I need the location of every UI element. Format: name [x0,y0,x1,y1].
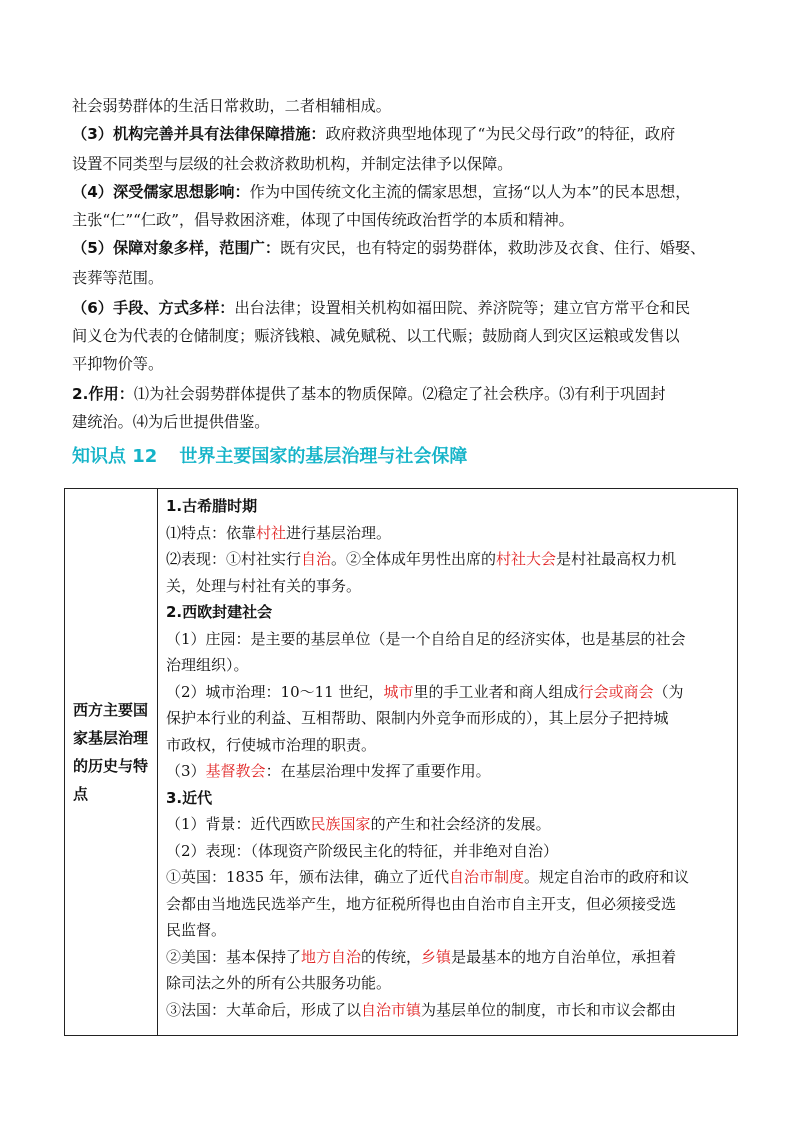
text-segment: 关，处理与村社有关的事务。 [166,576,362,595]
content-line [166,997,731,1024]
key-term: 行会或商会 [578,682,654,701]
intro-line [72,234,732,262]
key-term: 自治市镇 [361,1000,422,1019]
intro-text: 政府救济典型地体现了“为民父母行政”的特征，政府 [325,125,676,143]
text-segment: ⑵表现：①村社实行 [166,550,302,568]
intro-text: 社会弱势群体的生活日常救助，二者相辅相成。 [72,97,391,115]
content-line [166,705,731,732]
content-line [166,652,731,679]
intro-line [72,178,732,206]
text-segment: ⑴特点：依靠 [166,523,257,542]
text-segment: 市政权，行使城市治理的职责。 [166,735,377,754]
text-segment: ①英国：1835 年，颁布法律，确立了近代 [166,868,449,886]
intro-bold-label: （6）手段、方式多样： [72,299,235,317]
section-title: 世界主要国家的基层治理与社会保障 [179,446,468,467]
content-line [166,864,731,891]
key-term: 民族国家 [310,815,371,833]
table-row [65,489,738,1036]
section-number: 知识点 12 [72,446,158,467]
key-term: 自治市制度 [448,868,524,886]
intro-text: 间义仓为代表的仓储制度；赈济钱粮、减免赋税、以工代赈；鼓励商人到灾区运粮或发售以 [72,327,680,345]
intro-bold-label: （4）深受儒家思想影响： [72,183,250,201]
intro-line [72,380,732,408]
text-segment: （3） [166,762,206,780]
content-line [166,520,731,547]
text-segment: 为基层单位的制度，市长和市议会都由 [421,1000,677,1019]
key-term: 村社 [256,523,287,542]
text-segment: 3.近代 [166,788,213,807]
content-line [166,626,731,653]
category-label: 西方主要国家基层治理的历史与特点 [73,701,149,803]
category-cell [65,489,158,1036]
governance-table [64,488,738,1036]
text-segment: （为 [653,682,684,701]
text-segment: ②美国：基本保持了 [166,947,302,966]
text-segment: （1）背景：近代西欧 [166,815,311,833]
text-segment: 的产生和社会经济的发展。 [370,815,551,833]
intro-text: 作为中国传统文化主流的儒家思想，宣扬“以人为本”的民本思想， [249,183,691,201]
intro-bold-label: 2.作用： [72,385,134,403]
content-line [166,732,731,759]
text-segment: 会都由当地选民选举产生，地方征税所得也由自治市自主开支，但必须接受选 [166,894,677,913]
intro-text: 平抑物价等。 [72,355,164,373]
content-line [166,891,731,918]
text-segment: 保护本行业的利益、互相帮助、限制内外竞争而形成的），其上层分子把持城 [166,709,669,727]
text-segment: 的传统， [361,947,422,966]
text-segment: 。②全体成年男性出席的 [331,550,497,568]
text-segment: 里的手工业者和商人组成 [413,682,579,701]
content-line [166,970,731,997]
text-segment: 是最基本的地方自治单位，承担着 [451,947,677,966]
intro-text: 建统治。⑷为后世提供借鉴。 [72,413,270,431]
intro-line [72,350,732,378]
content-line [166,944,731,971]
text-segment: 2.西欧封建社会 [166,603,273,621]
intro-text: 既有灾民，也有特定的弱势群体，救助涉及衣食、住行、婚娶、 [280,239,706,257]
intro-line [72,264,732,292]
period-heading [166,599,731,626]
intro-line [72,294,732,322]
content-line [166,546,731,573]
intro-text: 主张“仁”“仁政”，倡导救困济难，体现了中国传统政治哲学的本质和精神。 [72,211,574,229]
intro-bold-label: （3）机构完善并具有法律保障措施： [72,125,326,143]
text-segment: ③法国：大革命后，形成了以 [166,1000,362,1019]
text-segment: ：在基层治理中发挥了重要作用。 [265,762,491,780]
text-segment: 民监督。 [166,921,227,939]
text-segment: （1）庄园：是主要的基层单位（是一个自给自足的经济实体，也是基层的社会 [166,629,686,648]
key-term: 地方自治 [301,947,362,966]
content-line [166,573,731,600]
key-term: 自治 [301,550,332,568]
content-line [166,679,731,706]
text-segment: 是村社最高权力机 [556,550,677,568]
content-text [158,489,737,1035]
period-heading [166,785,731,812]
key-term: 村社大会 [496,550,557,568]
text-segment: 1.古希腊时期 [166,497,258,515]
intro-text: 设置不同类型与层级的社会救济救助机构，并制定法律予以保障。 [72,155,513,173]
text-segment: 。规定自治市的政府和议 [523,868,689,886]
text-segment: （2）城市治理：10～11 世纪， [166,682,384,701]
text-segment: （2）表现：（体现资产阶级民主化的特征，并非绝对自治） [166,841,559,860]
period-heading [166,493,731,520]
intro-line [72,206,732,234]
key-term: 乡镇 [421,947,452,966]
intro-line [72,120,732,148]
content-line [166,758,731,785]
content-line [166,917,731,944]
content-line [166,838,731,865]
intro-bold-label: （5）保障对象多样，范围广： [72,239,281,257]
intro-line [72,322,732,350]
content-line [166,811,731,838]
text-segment: 治理组织）。 [166,656,249,674]
intro-line [72,150,732,178]
text-segment: 进行基层治理。 [286,523,392,542]
section-heading [72,442,467,468]
intro-text: 出台法律；设置相关机构如福田院、养济院等；建立官方常平仓和民 [234,299,691,317]
key-term: 城市 [383,682,414,701]
intro-line [72,408,732,436]
intro-line [72,92,732,120]
key-term: 基督教会 [205,762,266,780]
content-cell [158,489,738,1036]
text-segment: 除司法之外的所有公共服务功能。 [166,974,392,992]
intro-text: 丧葬等范围。 [72,269,164,287]
intro-text: ⑴为社会弱势群体提供了基本的物质保障。⑵稳定了社会秩序。⑶有利于巩固封 [133,385,666,403]
